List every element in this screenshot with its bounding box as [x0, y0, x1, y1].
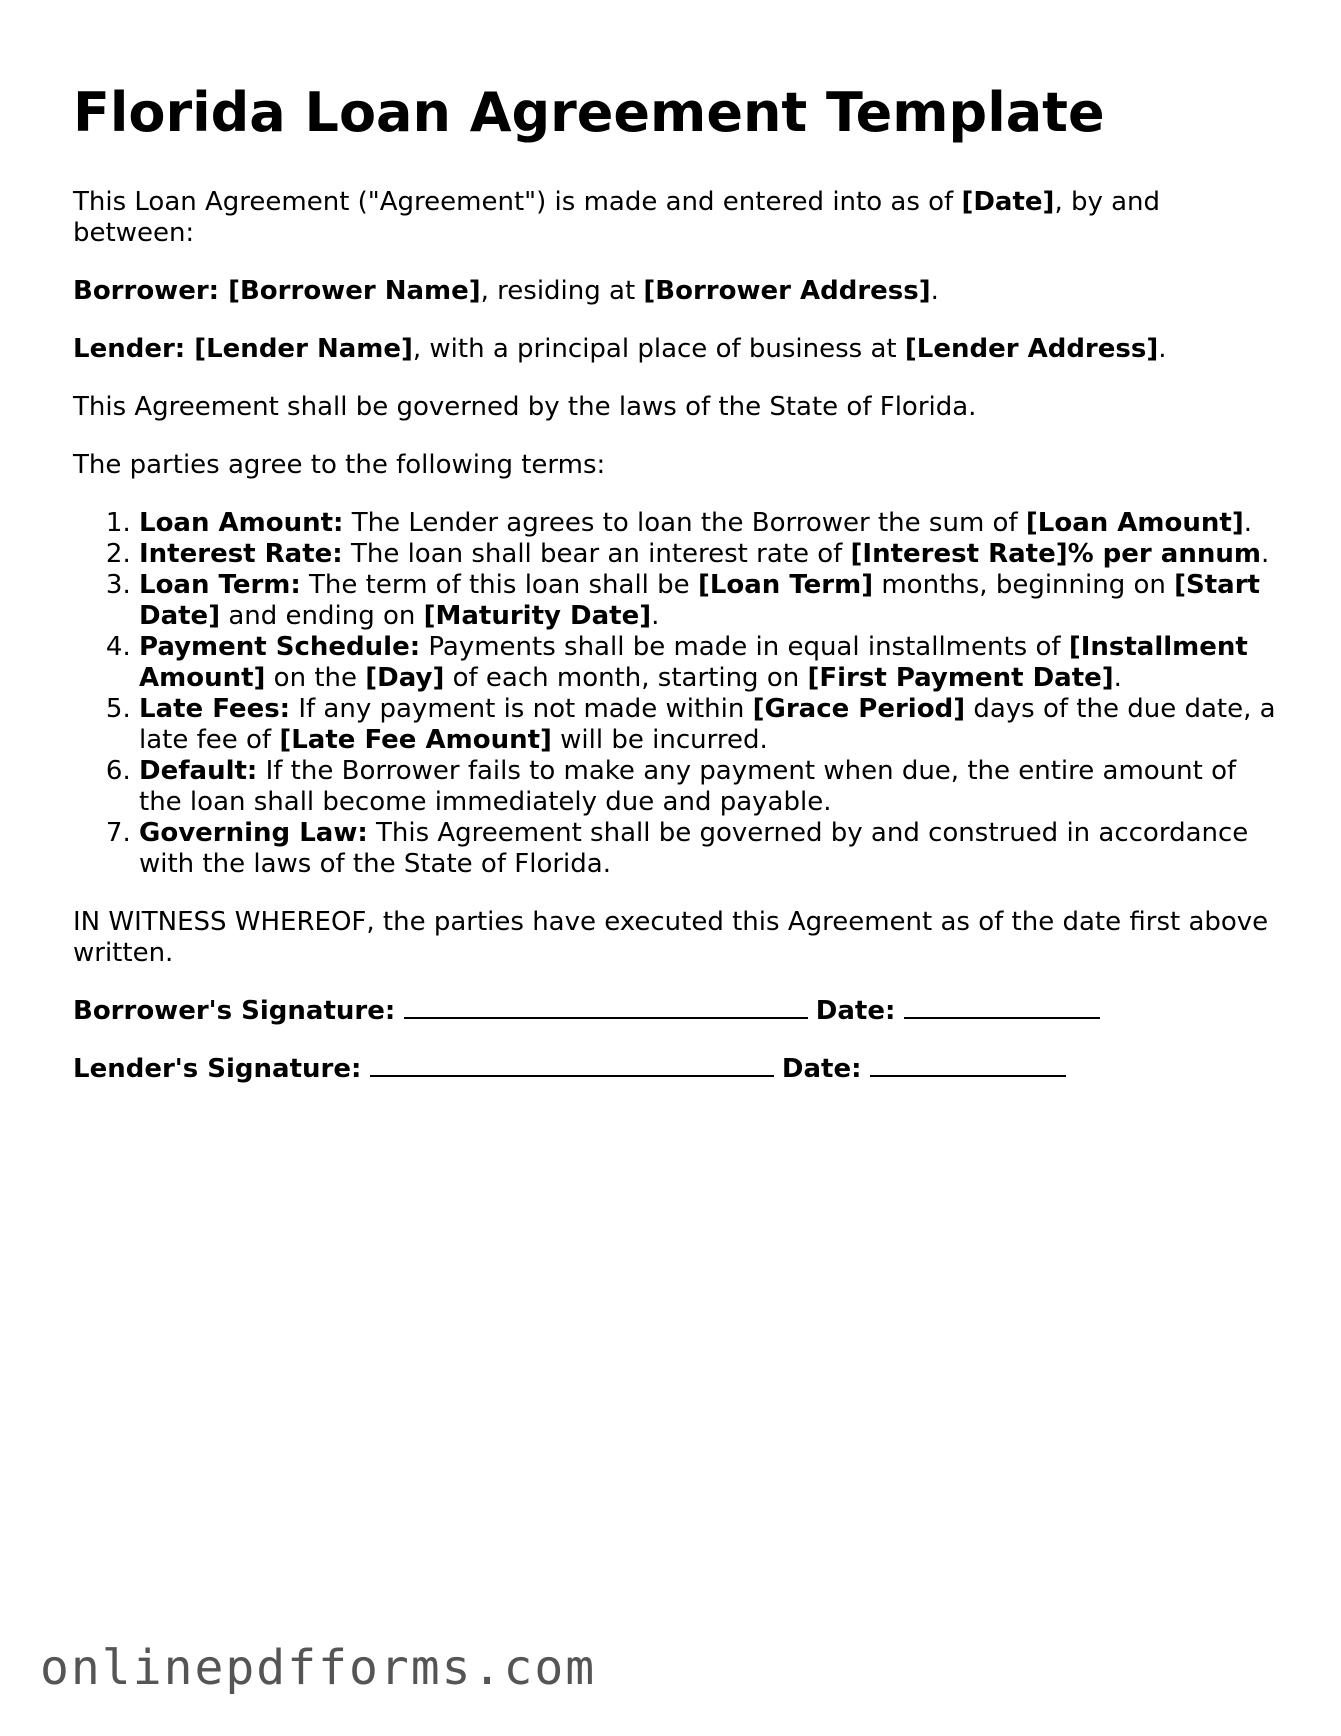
term-interest-rate: 2. Interest Rate: The loan shall bear an interest rate of [Interest Rate]% per annum.	[139, 539, 1283, 570]
term-loan-term: 3. Loan Term: The term of this loan shall be [Loan Term] months, beginning on [Start Date] and ending on [Maturity Date].	[139, 570, 1283, 632]
document-page	[73, 78, 1283, 1085]
witness-paragraph: IN WITNESS WHEREOF, the parties have executed this Agreement as of the date first above written.	[73, 907, 1269, 969]
borrower-date-line[interactable]	[904, 997, 1100, 1019]
borrower-date-label: Date:	[815, 996, 896, 1027]
borrower-signature-line[interactable]	[404, 997, 808, 1019]
lender-signature-row	[73, 1054, 1283, 1085]
lender-date-label: Date:	[781, 1054, 862, 1085]
term-payment-schedule: 4. Payment Schedule: Payments shall be made in equal installments of [Installment Amount] on the [Day] of each month, starting on [First Payment Date].	[139, 632, 1283, 694]
terms-intro: The parties agree to the following terms:	[73, 450, 606, 481]
lender-signature-line[interactable]	[370, 1055, 774, 1077]
page-title: Florida Loan Agreement Template	[73, 81, 1105, 144]
term-default: 6. Default: If the Borrower fails to make any payment when due, the entire amount of the loan shall become immediately due and payable.	[139, 756, 1283, 818]
borrower-signature-label: Borrower's Signature:	[73, 996, 396, 1027]
lender-paragraph: Lender: [Lender Name], with a principal place of business at [Lender Address].	[73, 334, 1167, 365]
term-late-fees: 5. Late Fees: If any payment is not made within [Grace Period] days of the due date, a late fee of [Late Fee Amount] will be incurred.	[139, 694, 1283, 756]
watermark-text: onlinepdfforms.com	[40, 1640, 597, 1696]
lender-address: [Lender Address]	[904, 334, 1159, 365]
lender-signature-label: Lender's Signature:	[73, 1054, 362, 1085]
lender-date-line[interactable]	[870, 1055, 1066, 1077]
borrower-address: [Borrower Address]	[643, 276, 931, 307]
term-governing-law: 7. Governing Law: This Agreement shall be governed by and construed in accordance with the laws of the State of Florida.	[139, 818, 1283, 880]
intro-paragraph: This Loan Agreement ("Agreement") is made and entered into as of [Date], by and between:	[73, 187, 1161, 249]
borrower-paragraph: Borrower: [Borrower Name], residing at [Borrower Address].	[73, 276, 939, 307]
borrower-signature-row	[73, 996, 1283, 1027]
terms-list	[73, 508, 1283, 880]
term-loan-amount: 1. Loan Amount: The Lender agrees to loan the Borrower the sum of [Loan Amount].	[139, 508, 1283, 539]
borrower-label: Borrower: [Borrower Name]	[73, 276, 481, 307]
lender-label: Lender: [Lender Name]	[73, 334, 413, 365]
governed-paragraph: This Agreement shall be governed by the laws of the State of Florida.	[73, 392, 977, 423]
date-placeholder: [Date]	[961, 187, 1055, 218]
